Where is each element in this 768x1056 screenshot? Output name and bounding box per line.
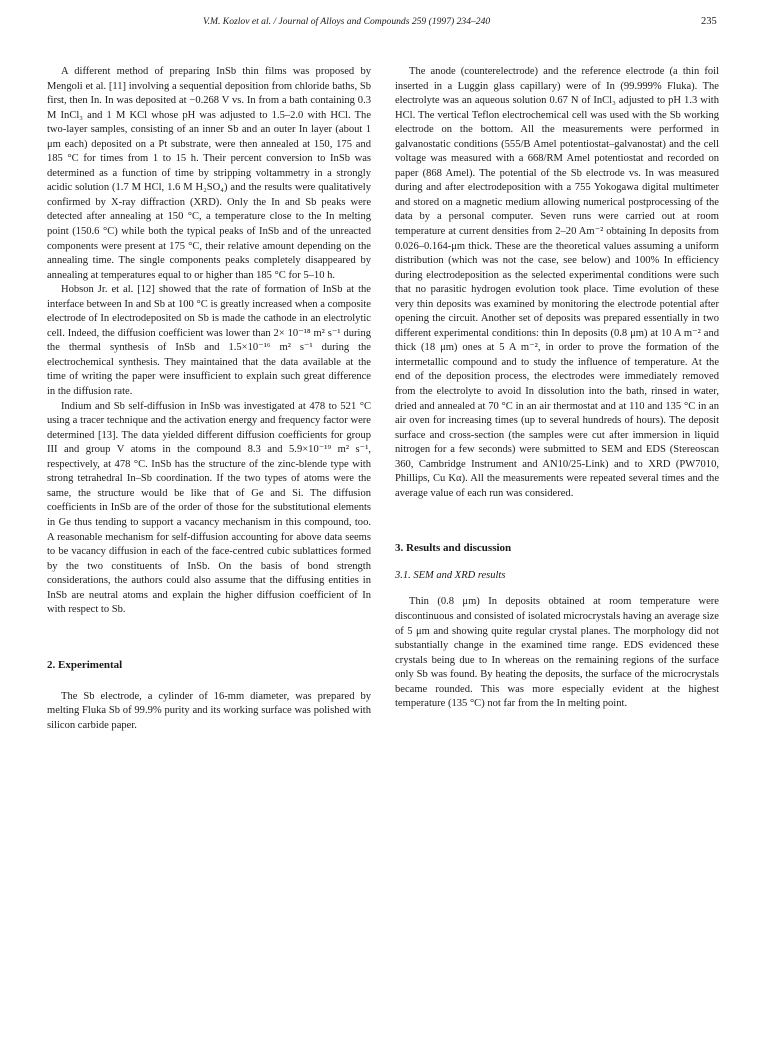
paragraph-sb-electrode: The Sb electrode, a cylinder of 16-mm diameter, was prepared by melting Fluka Sb of 99.9% purity and its working surface was polished with silicon carbide paper. — [47, 690, 371, 731]
left-column — [47, 65, 371, 733]
paragraph-intro-mengoli: A different method of preparing InSb thin films was proposed by Mengoli et al. [11] involving a sequential deposition from chloride baths, Sb first, then In. In was deposited at −0.268 V vs. In from a bath containing 0.3 M InCl₃ and 1 M KCl whose pH was adjusted to 1.5–2.0 with HCl. The two-layer samples, consisting of an inner Sb and an outer In layer (about 1 μm each) deposited on a Pt substrate, were then annealed at 150, 175 and 185 °C for times from 1 to 15 h. Their percent conversion to InSb was determined as a function of time by stripping voltammetry in a strongly acidic solution (1.7 M HCl, 1.6 M H₂SO₄) and the results were qualitatively confirmed by X-ray diffraction (XRD). Only the In and Sb peaks were detected after annealing at 150 °C, a temperature close to the In melting point (150.6 °C) while both the typical peaks of InSb and of the unreacted components were present at 175 °C, their relative amount depending on the annealing time. The single components peaks completely disappeared by annealing at temperatures equal to or higher than 185 °C for 5–10 h. — [47, 66, 371, 281]
page-header — [0, 16, 768, 32]
paragraph-hobson: Hobson Jr. et al. [12] showed that the rate of formation of InSb at the interface between In and Sb at 100 °C is greatly increased when a composite electrode of In electrodeposited on Sb is made the cathode in an electrolytic cell. Indeed, the diffusion coefficient was lower than 2× 10⁻¹⁸ m² s⁻¹ during the thermal synthesis of InSb and 1.5×10⁻¹⁶ m² s⁻¹ during the electrochemical synthesis. They maintained that the data available at the time of writing the paper were insufficient to explain such great difference in the diffusion rate. — [47, 284, 371, 398]
section-heading-results: 3. Results and discussion — [395, 542, 512, 555]
paragraph-thin-deposits: Thin (0.8 μm) In deposits obtained at room temperature were discontinuous and consisted of isolated microcrystals having an average size of 5 μm and showing quite regular crystal planes. The morphology did not substantially change in the examined time range. EDS evidenced these crystals being due to In whereas on the remaining regions of the surface only Sb was found. By heating the deposits, the surface of the microcrystals became rounded. This was more especially evident at the highest temperature (135 °C) not far from the In melting point. — [395, 596, 719, 710]
paragraph-apparatus: The anode (counterelectrode) and the reference electrode (a thin foil inserted in a Luggin glass capillary) were of In (99.999% Fluka). The electrolyte was an aqueous solution 0.67 N of InCl₃ adjusted to pH 1.3 with HCl. The vertical Teflon electrochemical cell was used with the Sb working electrode on the bottom. All the measurements were performed in galvanostatic conditions (555/B Amel potentiostat–galvanostat) and the cell voltage was measured with a 668/RM Amel potentiostat and recorded on paper (868 Amel). The potential of the Sb electrode vs. In was measured during and after electrodeposition with a 755 Yokogawa digital multimeter and stored on a magnetic medium allowing numerical postprocessing of the data by a personal computer. Seven runs were carried out at room temperature at current densities from 2–20 Am⁻² obtaining In deposits from 0.026–0.164-μm thick. These are the theoretical values assuming a uniform distribution (which was not the case, see below) and 100% In efficiency during electrodeposition as the selected experimental conditions were such that no parasitic hydrogen evolution took place. Time evolution of these very thin deposits was examined by monitoring the electrode potential after opening the circuit. Another set of deposits was prepared essentially in two different experimental conditions: thin In deposits (0.8 μm) at 10 A m⁻² and thick (18 μm) ones at 5 A m⁻², in order to prove the formation of the intermetallic compound and to study the influence of temperature. At the end of the deposition process, the electrodes were immediately removed from the electrolyte to avoid In dissolution into the bath, rinsed in water, dried and annealed at 70 °C in an air thermostat and at 110 and 135 °C in an air oven for increasing times (up to several hundreds of hours). The deposit surface and cross-section (the samples were cut after immersion in liquid nitrogen for a few seconds) were submitted to SEM and EDS (Stereoscan 360, Cambridge Instrument and AN10/25-Link) and to XRD (PW7010, Phillips, Cu Kα). All the measurements were repeated several times and the average value of each run was considered. — [395, 66, 719, 499]
page-number: 235 — [701, 16, 717, 27]
running-head: V.M. Kozlov et al. / Journal of Alloys and Compounds 259 (1997) 234–240 — [203, 16, 491, 27]
section-heading-experimental: 2. Experimental — [47, 658, 123, 671]
right-column — [395, 65, 719, 712]
paragraph-self-diffusion: Indium and Sb self-diffusion in InSb was investigated at 478 to 521 °C using a tracer technique and the activation energy and frequency factor were determined [13]. The data yielded different diffusion coefficients for group III and group V atoms in the compound 8.3 and 5.9×10⁻¹⁹ m² s⁻¹, respectively, at 478 °C. InSb has the structure of the zinc-blende type with strong tetrahedral In–Sb coordination. If the two types of atoms were the same, the structure would be like that of Ge and Si. The diffusion coefficients in InSb are of the order of those for the substitutional elements in Ge thus tending to support a vacancy mechanism in this compound, too. A reasonable mechanism for self-diffusion accounting for above data seems to be vacancy diffusion in each of the face-centred cubic sublattices formed by the two constituents of InSb. On the basis of bond strength considerations, the authors could also assume that the diffusing entities in InSb are neutral atoms and explain the higher diffusion coefficient of In with respect to Sb. — [47, 400, 371, 616]
subsection-heading-sem-xrd: 3.1. SEM and XRD results — [395, 570, 506, 582]
